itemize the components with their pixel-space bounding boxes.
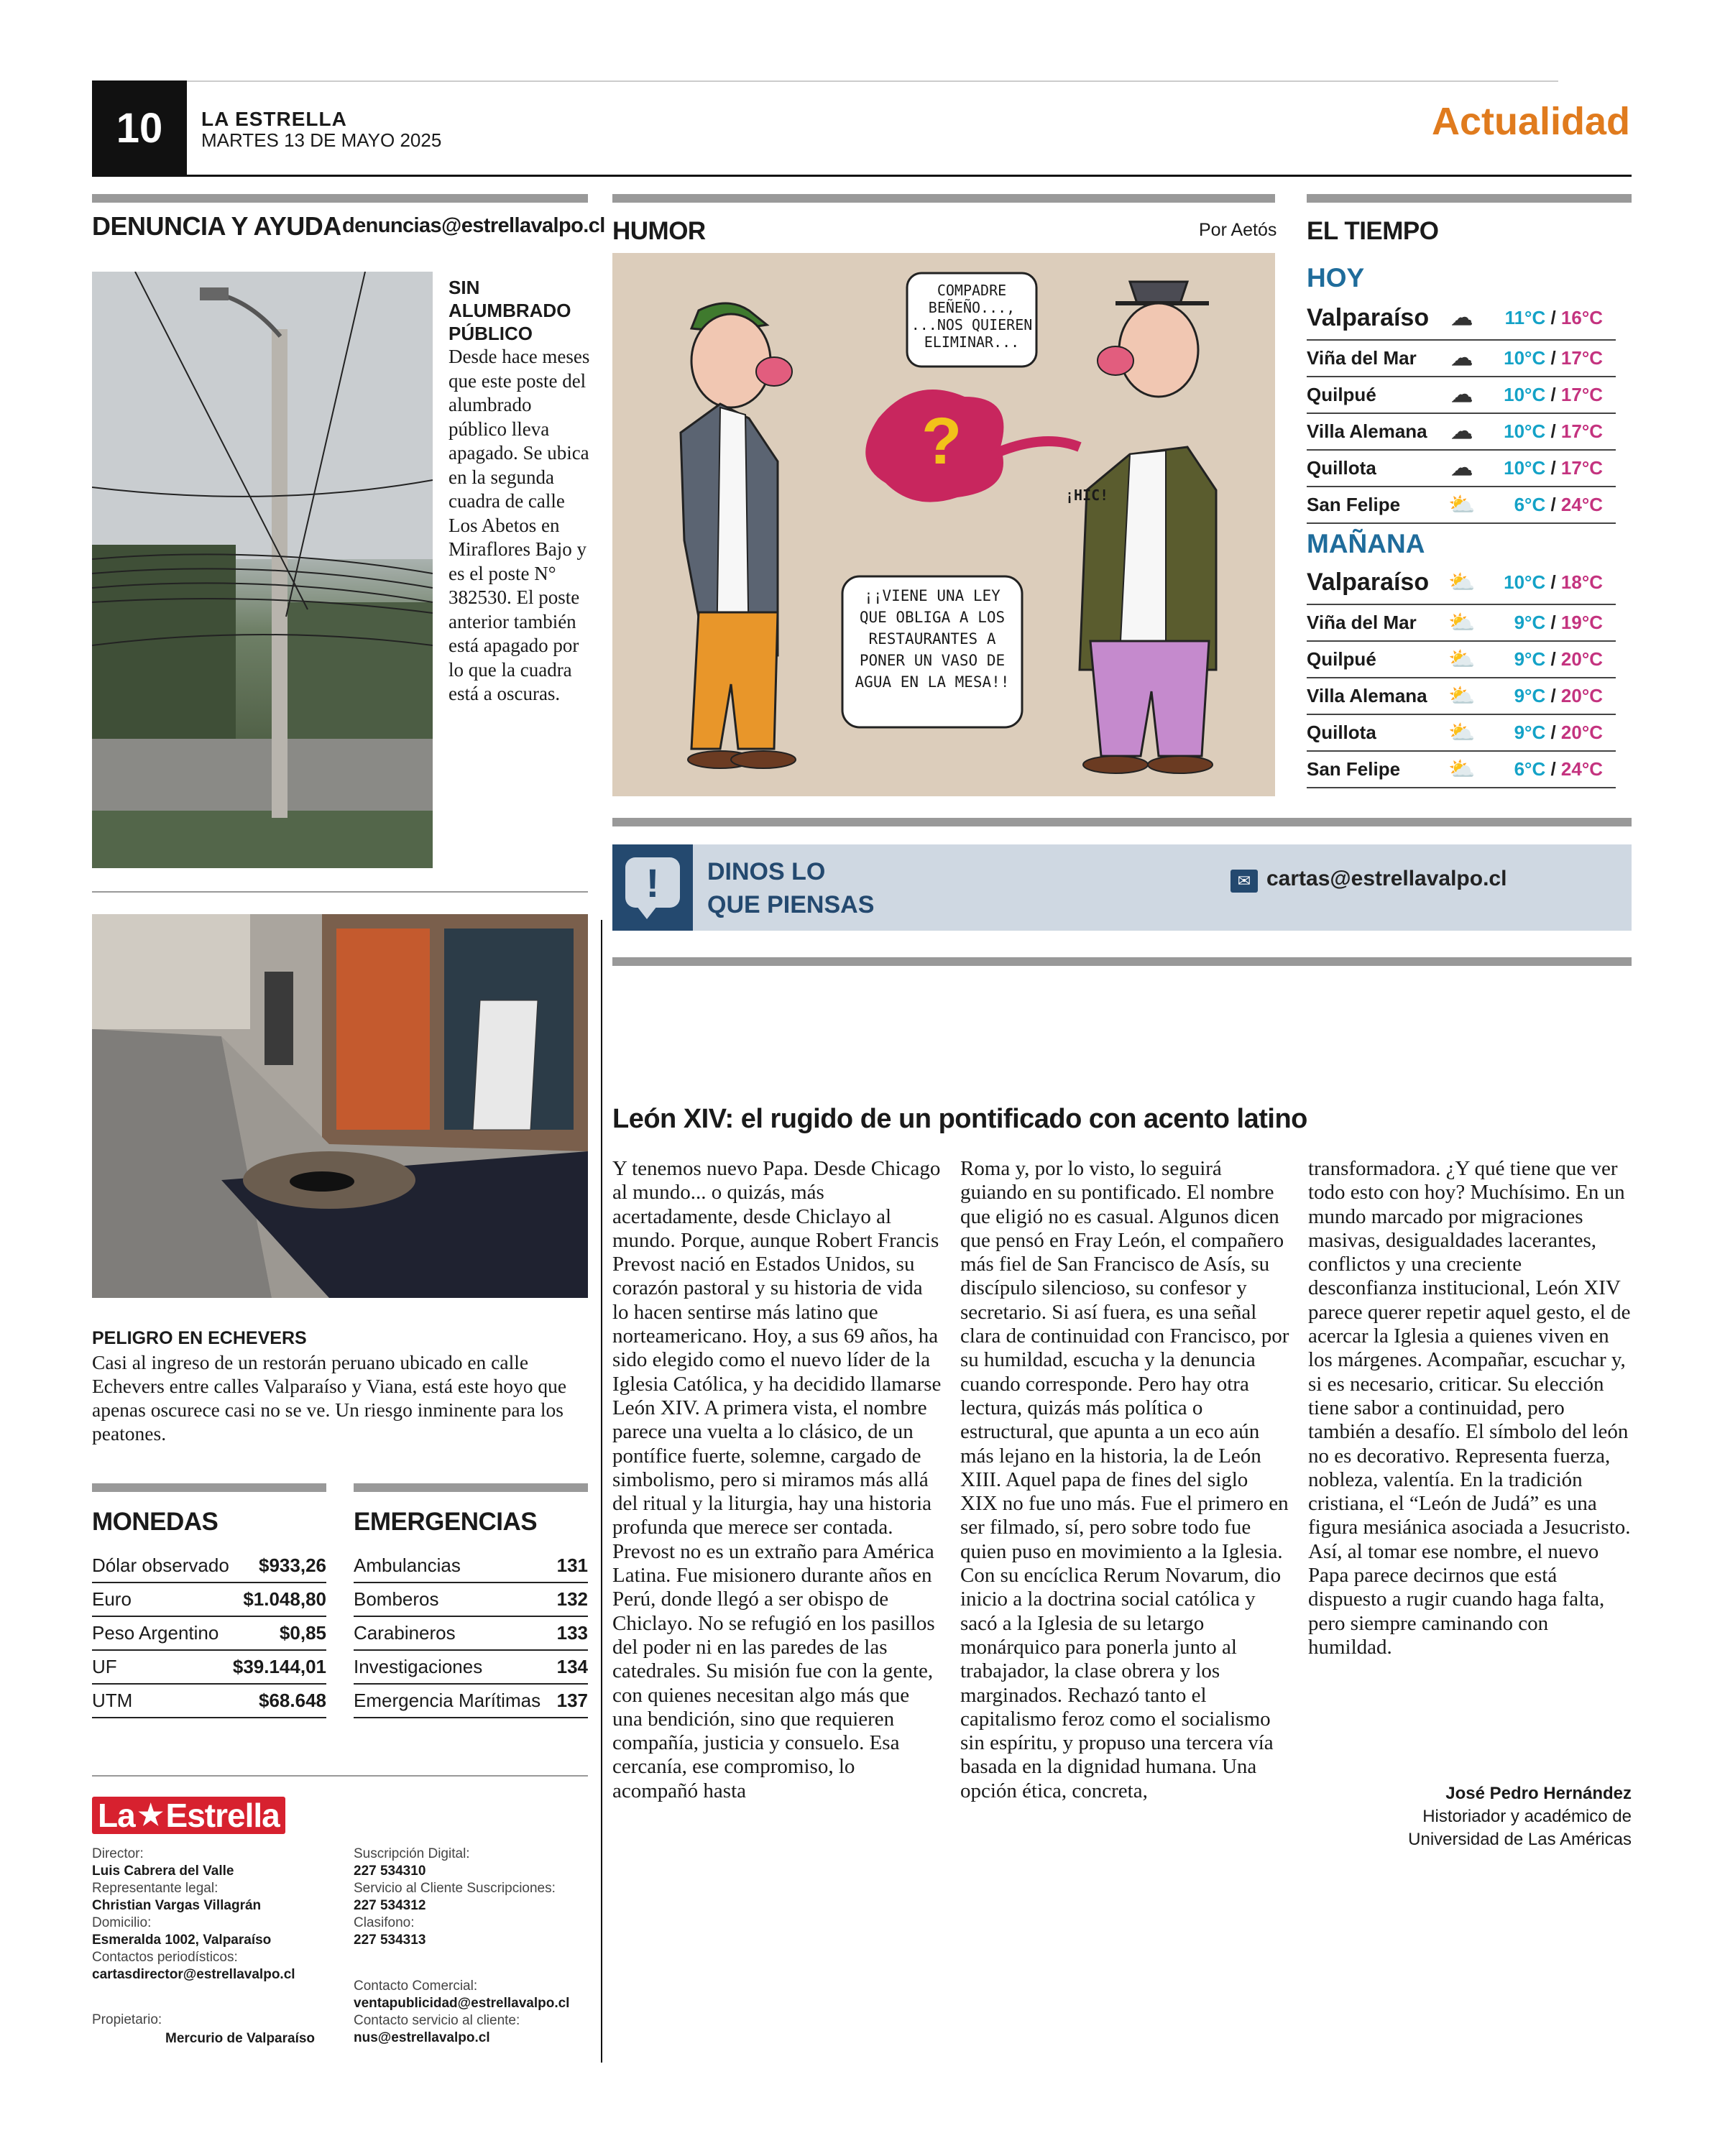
article-signature <box>1408 1782 1632 1851</box>
weather-row: Quillota ☁ 10°C / 17°C <box>1307 451 1616 487</box>
city: Valparaíso <box>1307 568 1430 596</box>
temp-max: 16°C <box>1560 306 1603 328</box>
emergencias-title: EMERGENCIAS <box>354 1508 538 1536</box>
table-row <box>354 1583 588 1617</box>
temp-max: 18°C <box>1560 571 1603 593</box>
label: Domicilio: <box>92 1915 152 1930</box>
monedas-table <box>92 1549 326 1718</box>
tomorrow-label: MAÑANA <box>1307 529 1425 558</box>
service-number: 131 <box>556 1554 588 1576</box>
value: cartasdirector@estrellavalpo.cl <box>92 1967 295 1982</box>
section-bar <box>612 194 1275 203</box>
weather-row: Villa Alemana ⛅ 9°C / 20°C <box>1307 678 1616 715</box>
partly-sunny-icon: ⛅ <box>1448 611 1476 635</box>
author-role: Historiador y académico de <box>1422 1807 1632 1826</box>
section-bar <box>612 957 1632 966</box>
item2-text: Casi al ingreso de un restorán peruano ubicado en calle Echevers entre calles Valparaíso y Viana, está este hoyo que apenas oscurece casi no se ve. Un riesgo inminente para los peatones. <box>92 1351 567 1445</box>
temp-max: 20°C <box>1560 685 1603 706</box>
weather-title: EL TIEMPO <box>1307 217 1439 245</box>
cloud-icon: ☁ <box>1451 346 1473 370</box>
monedas-title: MONEDAS <box>92 1508 218 1536</box>
table-row <box>92 1549 326 1583</box>
weather-row: Valparaíso ☁ 11°C / 16°C <box>1307 296 1616 341</box>
city: Viña del Mar <box>1307 612 1417 633</box>
item2-title: PELIGRO EN ECHEVERS <box>92 1328 307 1348</box>
currency-value: $933,26 <box>259 1554 326 1576</box>
divider <box>92 891 588 893</box>
question-mark: ? <box>921 405 962 478</box>
speech-bubble-2: ¡¡VIENE UNA LEY QUE OBLIGA A LOS RESTAURANTES A PONER UN VASO DE AGUA EN LA MESA!! <box>855 587 1010 691</box>
section-bar <box>1307 194 1632 203</box>
city: Viña del Mar <box>1307 347 1417 369</box>
table-row <box>354 1549 588 1583</box>
tomorrow-forecast <box>1307 561 1616 788</box>
logo-text-right: Estrella <box>165 1797 280 1834</box>
temp-min: 9°C <box>1514 722 1546 743</box>
service-label: Investigaciones <box>354 1656 483 1677</box>
logo <box>92 1797 285 1834</box>
currency-value: $68.648 <box>259 1690 326 1711</box>
item1-title: SIN ALUMBRADO PÚBLICO <box>448 277 571 344</box>
weather-row: Quilpué ⛅ 9°C / 20°C <box>1307 642 1616 678</box>
author-name: José Pedro Hernández <box>1445 1784 1632 1803</box>
weather-row: Valparaíso ⛅ 10°C / 18°C <box>1307 561 1616 605</box>
humor-cartoon <box>612 253 1275 796</box>
temp-min: 10°C <box>1504 347 1546 369</box>
letters-email[interactable]: cartas@estrellavalpo.cl <box>1266 867 1507 890</box>
humor-byline: Por Aetós <box>1199 220 1277 240</box>
city: Villa Alemana <box>1307 420 1427 442</box>
denuncia-email[interactable]: denuncias@estrellavalpo.cl <box>342 214 605 237</box>
city: Quilpué <box>1307 384 1376 405</box>
section-title: Actualidad <box>1431 100 1630 143</box>
weather-row: Viña del Mar ⛅ 9°C / 19°C <box>1307 605 1616 642</box>
city: Villa Alemana <box>1307 685 1427 706</box>
partly-sunny-icon: ⛅ <box>1448 757 1476 781</box>
currency-value: $1.048,80 <box>243 1588 326 1610</box>
value: nus@estrellavalpo.cl <box>354 2030 490 2045</box>
temp-min: 10°C <box>1504 384 1546 405</box>
cloud-icon: ☁ <box>1451 456 1473 480</box>
bubble-tail <box>637 906 657 919</box>
column-rule <box>601 920 602 2063</box>
temp-min: 10°C <box>1504 457 1546 479</box>
temp-max: 20°C <box>1560 722 1603 743</box>
partly-sunny-icon: ⛅ <box>1448 684 1476 708</box>
temp-min: 11°C <box>1504 306 1546 328</box>
value: Esmeralda 1002, Valparaíso <box>92 1932 272 1948</box>
service-label: Bomberos <box>354 1588 439 1610</box>
section-bar <box>92 194 588 203</box>
dinos-line2: QUE PIENSAS <box>707 891 875 918</box>
temp-max: 17°C <box>1560 420 1603 442</box>
temp-max: 24°C <box>1560 758 1603 780</box>
service-number: 133 <box>556 1622 588 1644</box>
currency-label: Dólar observado <box>92 1554 229 1576</box>
partly-sunny-icon: ⛅ <box>1448 648 1476 671</box>
table-row <box>92 1651 326 1685</box>
issue-date: MARTES 13 DE MAYO 2025 <box>201 129 442 151</box>
temp-min: 9°C <box>1514 685 1546 706</box>
page-number: 10 <box>92 80 187 175</box>
city: Valparaíso <box>1307 303 1430 331</box>
paper-name: LA ESTRELLA <box>201 108 347 130</box>
humor-title: HUMOR <box>612 217 706 245</box>
value: Luis Cabrera del Valle <box>92 1864 234 1879</box>
value: ventapublicidad@estrellavalpo.cl <box>354 1996 570 2011</box>
value: Christian Vargas Villagrán <box>92 1898 262 1913</box>
table-row <box>354 1651 588 1685</box>
temp-min: 10°C <box>1504 420 1546 442</box>
article-column-2: Roma y, por lo visto, lo seguirá guiando en su pontificado. El nombre que eligió no es casual. Algunos dicen que pensó en Fray León, el compañero más fiel de San Francisco de Asís, su discípulo silencioso, su confesor y secretario. Si así fuera, es una señal clara de continuidad con Francisco, por su humildad, escucha y la denuncia cuando corresponde. Pero hay otra lectura, quizás más política o estructural, que apunta a un eco aún más lejano en la historia, la de León XIII. Aquel papa de fines del siglo XIX no fue uno más. Fue el primero en ser filmado, sí, pero sobre todo fue quien puso en movimiento a la Iglesia. Con su encíclica Rerum Novarum, dio inicio a la doctrina social católica y sacó a la Iglesia de su letargo monárquico para ponerla junto al trabajador, la clase obrera y los marginados. Rechazó tanto el capitalismo feroz como el socialismo sin espíritu, y propuso una tercera vía basada en la dignidad humana. Una opción ética, concreta, <box>960 1157 1289 1802</box>
temp-min: 6°C <box>1514 494 1546 515</box>
value: 227 534310 <box>354 1864 426 1879</box>
owner: Mercurio de Valparaíso <box>165 2031 316 2046</box>
table-row <box>354 1617 588 1651</box>
label: Servicio al Cliente Suscripciones: <box>354 1881 556 1896</box>
currency-label: UTM <box>92 1690 133 1711</box>
label: Contacto Comercial: <box>354 1978 478 1994</box>
table-row <box>354 1685 588 1718</box>
item1-text: Desde hace meses que este poste del alumbrado público lleva apagado. Se ubica en la segunda cuadra de calle Los Abetos en Miraflores Bajo y es el poste N° 382530. El poste anterior también está apagado por lo que la cuadra está a oscuras. <box>448 346 590 704</box>
city: San Felipe <box>1307 758 1401 780</box>
temp-min: 9°C <box>1514 612 1546 633</box>
owner-label: Propietario: <box>92 2012 162 2027</box>
temp-max: 24°C <box>1560 494 1603 515</box>
partly-sunny-icon: ⛅ <box>1448 570 1476 594</box>
temp-max: 20°C <box>1560 648 1603 670</box>
article-column-1: Y tenemos nuevo Papa. Desde Chicago al mundo... o quizás, más acertadamente, desde Chiclayo al mundo. Porque, aunque Robert Francis Prevost nació en Estados Unidos, su corazón pastoral y su historia de vida lo hacen sentirse más latino que norteamericano. Hoy, a sus 69 años, ha sido elegido como el nuevo líder de la Iglesia Católica, y ha decidido llamarse León XIV. A primera vista, el nombre parece una vuelta a lo clásico, de un pontífice fuerte, solemne, cargado de simbolismo, pero si miramos más allá del ritual y la liturgia, hay una historia profunda que merece ser contada. Prevost no es un extraño para América Latina. Fue misionero durante años en Perú, donde llegó a ser obispo de Chiclayo. No se refugió en los pasillos del poder ni en las paredes de las catedrales. Su misión fue con la gente, con quienes necesitan algo más que una bendición, sino que requieren compañía, justicia y consuelo. Esa cercanía, ese compromiso, lo acompañó hasta <box>612 1157 942 1802</box>
cloud-icon: ☁ <box>1451 383 1473 407</box>
table-row <box>92 1685 326 1718</box>
label: Representante legal: <box>92 1881 218 1896</box>
weather-row: San Felipe ⛅ 6°C / 24°C <box>1307 487 1616 524</box>
service-label: Carabineros <box>354 1622 456 1644</box>
header-rule <box>92 175 1632 177</box>
label: Suscripción Digital: <box>354 1846 470 1861</box>
cloud-icon: ☁ <box>1451 305 1473 330</box>
table-row <box>92 1617 326 1651</box>
city: Quilpué <box>1307 648 1376 670</box>
masthead-commercial <box>354 1978 598 2047</box>
section-bar <box>92 1483 326 1492</box>
currency-value: $0,85 <box>279 1622 326 1644</box>
currency-label: Peso Argentino <box>92 1622 219 1644</box>
streetlight-photo <box>92 272 433 868</box>
partly-sunny-icon: ⛅ <box>1448 721 1476 745</box>
currency-label: UF <box>92 1656 117 1677</box>
masthead-left <box>92 1846 336 1984</box>
label: Contacto servicio al cliente: <box>354 2013 520 2028</box>
weather-row: Viña del Mar ☁ 10°C / 17°C <box>1307 341 1616 377</box>
today-label: HOY <box>1307 263 1365 292</box>
speech-bubble-1: COMPADRE BEÑEÑO..., ...NOS QUIEREN ELIMINAR... <box>911 282 1033 351</box>
label: Director: <box>92 1846 144 1861</box>
partly-sunny-icon: ⛅ <box>1448 493 1476 517</box>
sidewalk-hole-photo <box>92 914 588 1298</box>
table-row <box>92 1583 326 1617</box>
currency-label: Euro <box>92 1588 132 1610</box>
city: San Felipe <box>1307 494 1401 515</box>
emergencias-table <box>354 1549 588 1718</box>
divider <box>92 1775 588 1777</box>
city: Quillota <box>1307 457 1376 479</box>
temp-max: 17°C <box>1560 347 1603 369</box>
article-column-3: transformadora. ¿Y qué tiene que ver todo esto con hoy? Muchísimo. En un mundo marcado por migraciones masivas, desigualdades lacerantes, conflictos y una creciente desconfianza institucional, León XIV parece querer repetir aquel gesto, el de acercar la Iglesia a quienes viven en los márgenes. Acompañar, escuchar y, si es necesario, criticar. Su elección tiene sabor a continuidad, pero también a desafío. El símbolo del león no es decorativo. Representa fuerza, nobleza, valentía. En la tradición cristiana, el “León de Judá” es una figura mesiánica asociada a Jesucristo. Así, al tomar ese nombre, el nuevo Papa parece decirnos que está dispuesto a rugir cuando haga falta, pero siempre caminando con humildad. <box>1308 1157 1631 1659</box>
value: 227 534313 <box>354 1932 426 1948</box>
service-label: Emergencia Marítimas <box>354 1690 541 1711</box>
comment-icon <box>612 844 693 931</box>
weather-row: San Felipe ⛅ 6°C / 24°C <box>1307 752 1616 788</box>
service-number: 134 <box>556 1656 588 1677</box>
section-bar <box>612 818 1632 826</box>
currency-value: $39.144,01 <box>232 1656 326 1677</box>
section-bar <box>354 1483 588 1492</box>
temp-max: 17°C <box>1560 457 1603 479</box>
star-icon: ★ <box>137 1800 163 1831</box>
exclamation-icon: ! <box>625 857 680 908</box>
temp-max: 19°C <box>1560 612 1603 633</box>
label: Contactos periodísticos: <box>92 1950 238 1965</box>
city: Quillota <box>1307 722 1376 743</box>
service-label: Ambulancias <box>354 1554 461 1576</box>
value: 227 534312 <box>354 1898 426 1913</box>
temp-min: 6°C <box>1514 758 1546 780</box>
service-number: 132 <box>556 1588 588 1610</box>
top-rule <box>92 80 1558 82</box>
today-forecast <box>1307 296 1616 524</box>
weather-row: Quillota ⛅ 9°C / 20°C <box>1307 715 1616 752</box>
temp-min: 10°C <box>1504 571 1546 593</box>
mail-icon: ✉ <box>1230 870 1258 893</box>
author-role: Universidad de Las Américas <box>1408 1830 1632 1849</box>
weather-row: Villa Alemana ☁ 10°C / 17°C <box>1307 414 1616 451</box>
service-number: 137 <box>556 1690 588 1711</box>
denuncia-title: DENUNCIA Y AYUDA <box>92 211 341 241</box>
hic-text: ¡HIC! <box>1065 487 1109 504</box>
cloud-icon: ☁ <box>1451 420 1473 443</box>
logo-text-left: La <box>98 1797 135 1834</box>
article-title: León XIV: el rugido de un pontificado con acento latino <box>612 1104 1307 1134</box>
temp-min: 9°C <box>1514 648 1546 670</box>
masthead-right <box>354 1846 598 1949</box>
temp-max: 17°C <box>1560 384 1603 405</box>
dinos-line1: DINOS LO <box>707 858 826 885</box>
label: Clasifono: <box>354 1915 415 1930</box>
weather-row: Quilpué ☁ 10°C / 17°C <box>1307 377 1616 414</box>
